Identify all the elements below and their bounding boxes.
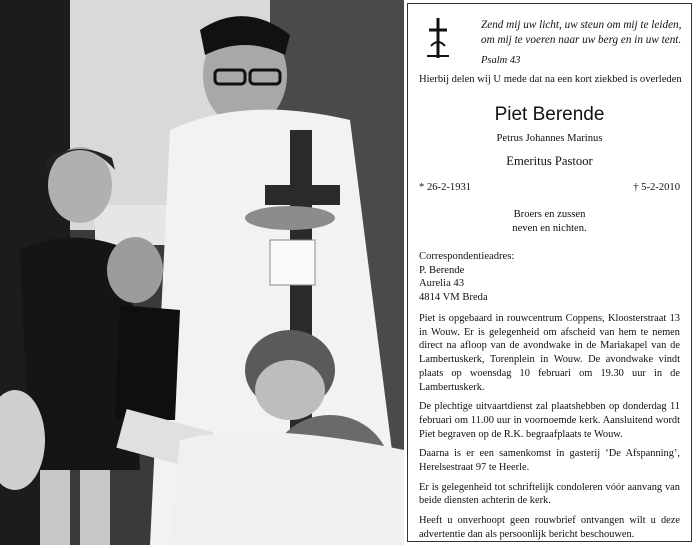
psalm-verse: Zend mij uw licht, uw steun om mij te leiden, om mij te voeren naar uw berg en in uw tent. [481, 19, 682, 46]
psalm-reference: Psalm 43 [481, 55, 521, 66]
deceased-full-name: Petrus Johannes Marinus [496, 133, 603, 144]
deceased-name: Piet Berende [494, 104, 605, 125]
announcement-intro: Hierbij delen wij U mede dat na een kort ziekbed is overleden [419, 74, 682, 85]
paragraph-viewing: Piet is opgebaard in rouwcentrum Coppens, Kloosterstraat 13 in Wouw. Er is gelegenheid om afscheid van hem te nemen direct na afloop van de avondwake in de Mariakapel van de Lambertuskerk, Torenplein in Wouw. De avondwake vindt plaats op woensdag 10 februari om 19.30 uur in de Lambertuskerk. [419, 313, 680, 393]
correspondence-address: Correspondentieadres: P. Berende Aurelia 43 4814 VM Breda [419, 251, 515, 303]
death-notice-card [407, 3, 692, 542]
notice-details [419, 312, 680, 548]
cross-icon [423, 16, 453, 60]
death-date: † 5-2-2010 [633, 182, 680, 193]
paragraph-funeral: De plechtige uitvaartdienst zal plaatshebben op donderdag 11 februari om 11.00 uur in voornoemde kerk. Aansluitend wordt Piet begraven op de R.K. begraafplaats te Wouw. [419, 401, 680, 440]
paragraph-condolence: Er is gelegenheid tot schriftelijk condoleren vóór aanvang van beide diensten achterin de kerk. [419, 481, 680, 507]
family-mention: Broers en zussen neven en nichten. [512, 209, 587, 234]
deceased-title: Emeritus Pastoor [506, 154, 593, 168]
paragraph-gathering: Daarna is er een samenkomst in gasterij ‘De Afspanning’, Herelsestraat 97 te Heerle. [419, 448, 680, 474]
paragraph-notice: Heeft u onverhoopt geen rouwbrief ontvangen wilt u deze advertentie dan als persoonlijk bericht beschouwen. [419, 515, 680, 540]
birth-date: * 26-2-1931 [419, 182, 472, 193]
